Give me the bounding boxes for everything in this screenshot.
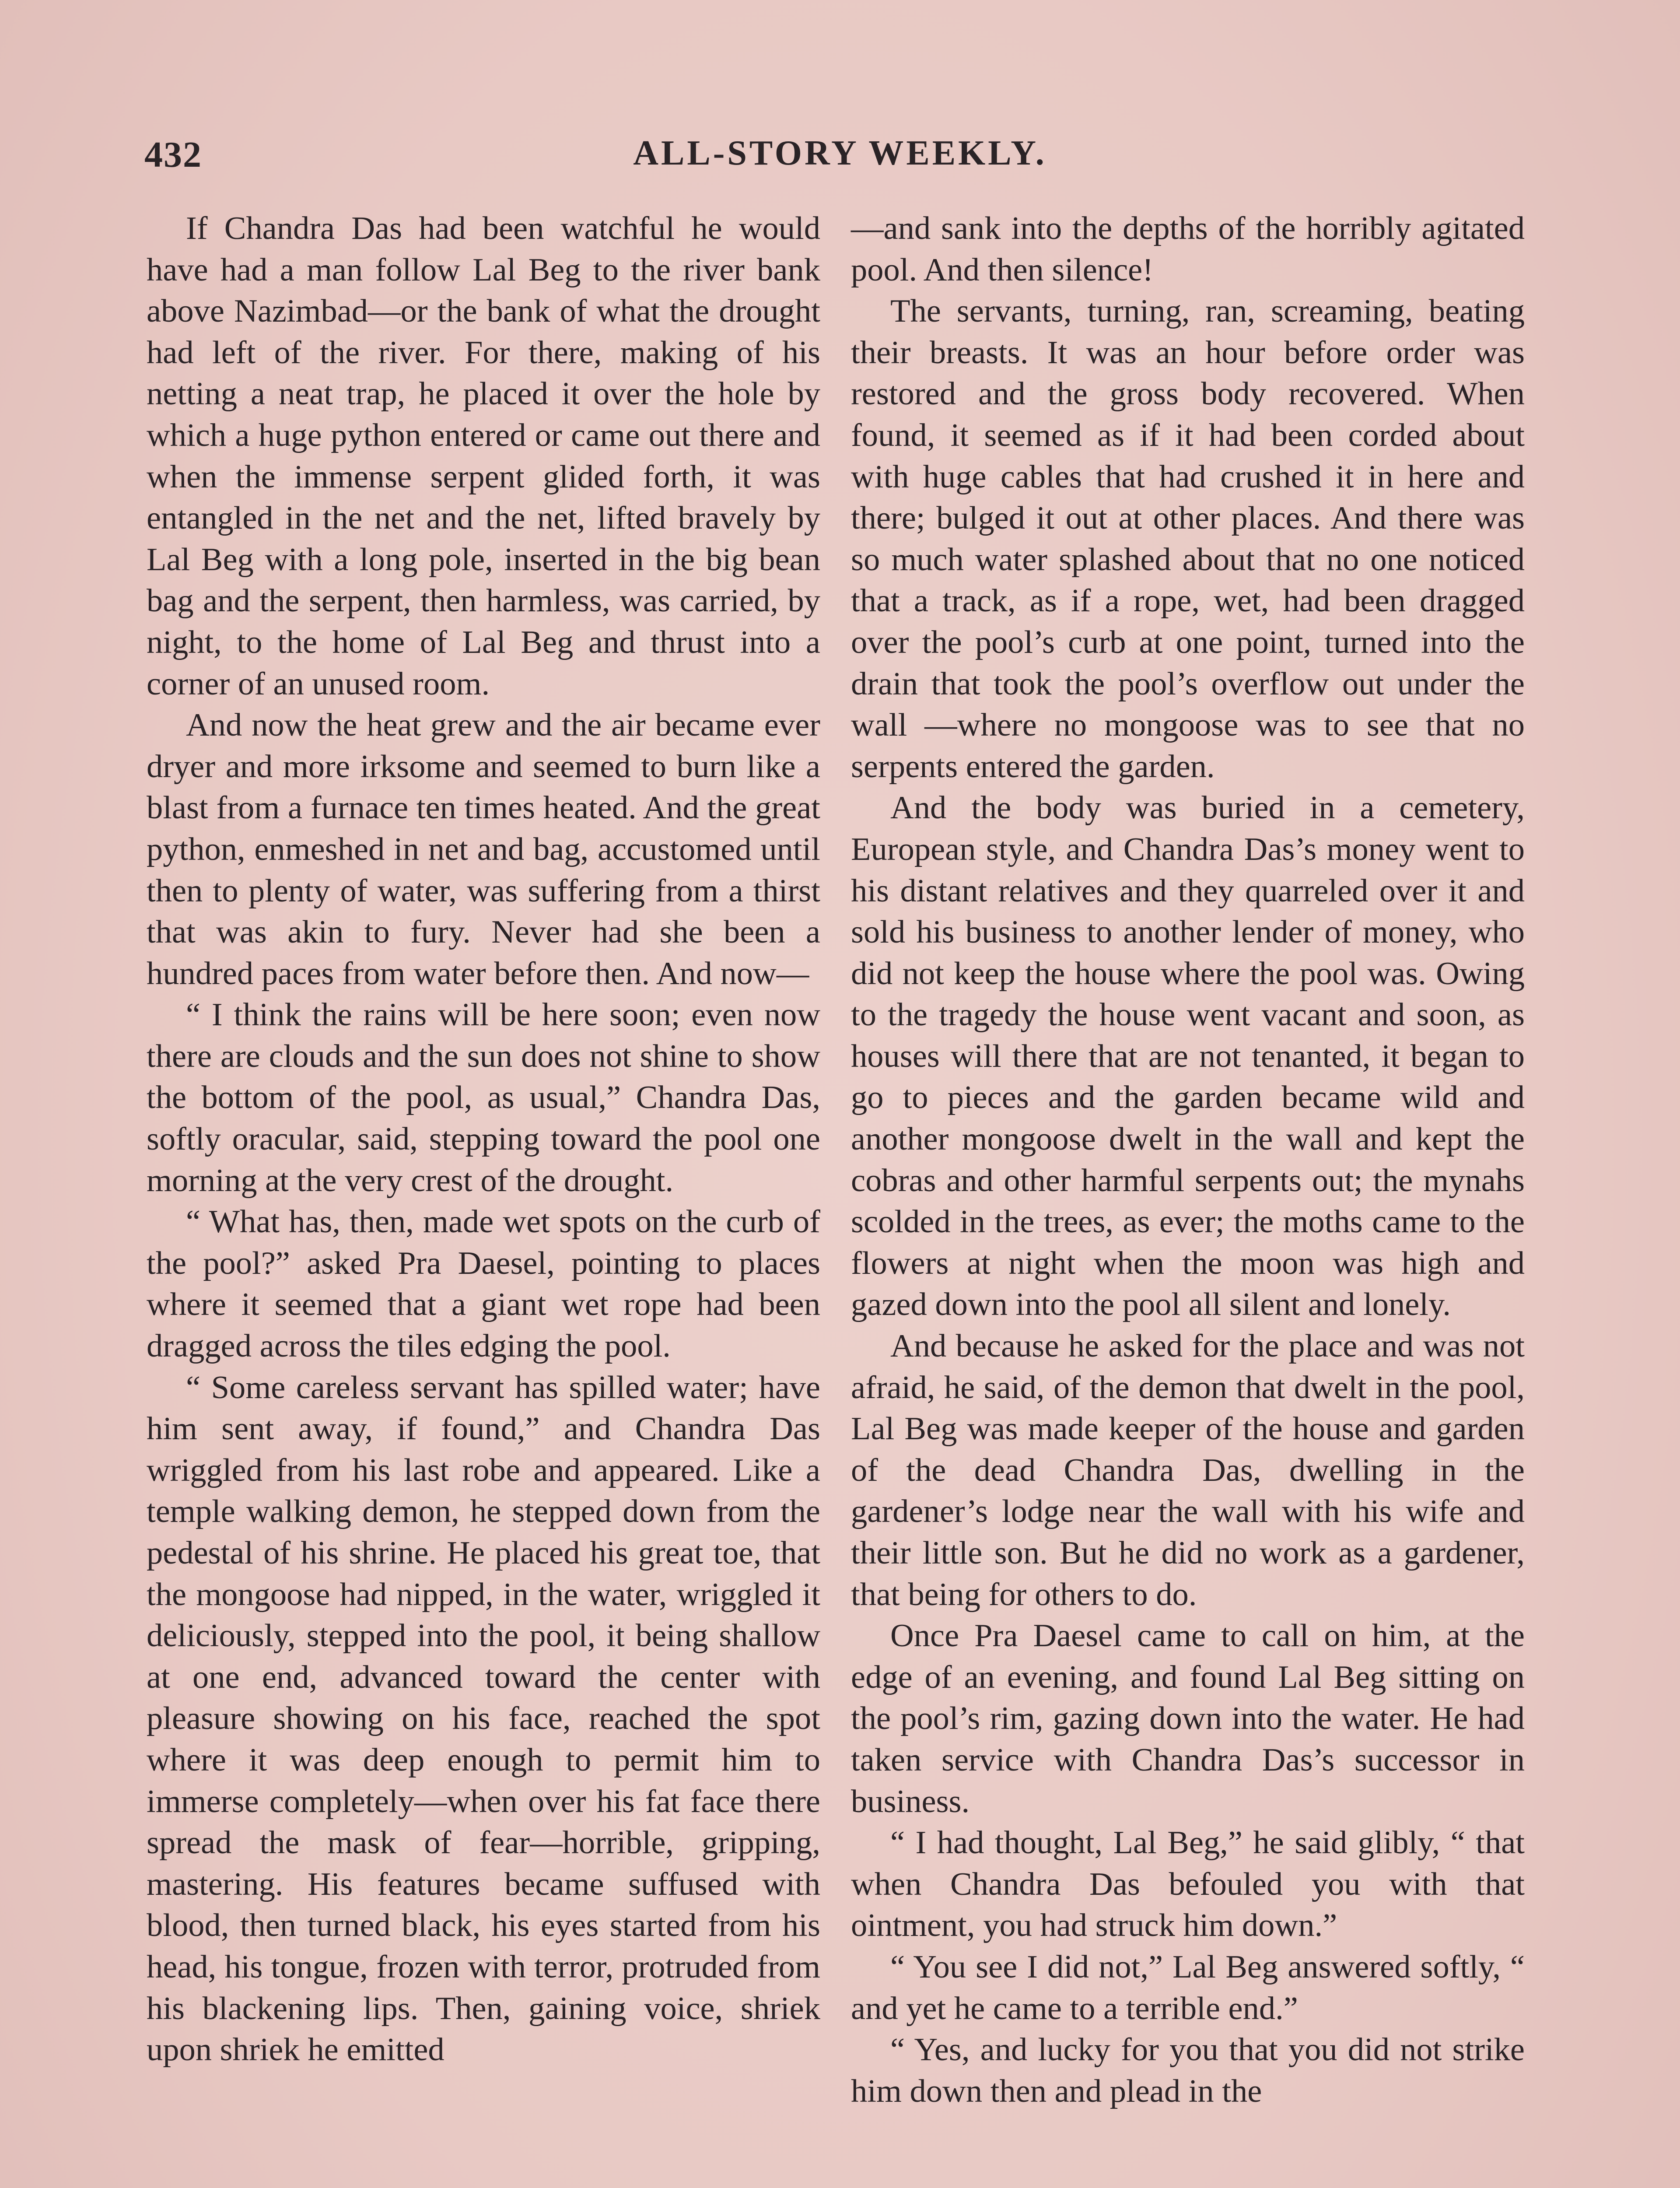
page-header — [144, 133, 1536, 182]
left-column — [147, 208, 820, 2071]
paragraph: “ Yes, and lucky for you that you did not strike him down then and plead in the — [851, 2032, 1525, 2109]
paragraph: And the body was buried in a cemetery, European style, and Chandra Das’s money went to his distant relatives and they quarreled over it and sold his business to another lender of money, who did not keep the house where the pool was. Owing to the tragedy the house went vacant and soon, as houses will there that are not tenanted, it began to go to pieces and the garden became wild and another mongoose dwelt in the wall and kept the cobras and other harmful serpents out; the mynahs scolded in the trees, as ever; the moths came to the flowers at night when the moon was high and gazed down into the pool all silent and lonely. — [851, 790, 1525, 1323]
paragraph-continued: —and sank into the depths of the horribly agitated pool. And then silence! — [851, 210, 1525, 288]
paragraph: “ What has, then, made wet spots on the curb of the pool?” asked Pra Daesel, pointing to places where it seemed that a giant wet rope had been dragged across the tiles edging the pool. — [147, 1204, 820, 1364]
running-title: ALL-STORY WEEKLY. — [633, 134, 1047, 172]
paragraph: “ You see I did not,” Lal Beg answered softly, “ and yet he came to a terrible end.” — [851, 1949, 1525, 2027]
paragraph: The servants, turning, ran, screaming, beating their breasts. It was an hour before order was restored and the gross body recovered. When found, it seemed as if it had been corded about with huge cables that had crushed it in here and there; bulged it out at other places. And there was so much water splashed about that no one noticed that a track, as if a rope, wet, had been dragged over the pool’s curb at one point, turned into the drain that took the pool’s overflow out under the wall —where no mongoose was to see that no serpents entered the garden. — [851, 293, 1525, 785]
right-column — [851, 208, 1525, 2112]
paragraph: Once Pra Daesel came to call on him, at the edge of an evening, and found Lal Beg sitting on the pool’s rim, gazing down into the water. He had taken service with Chandra Das’s successor in business. — [851, 1618, 1525, 1820]
paragraph: And now the heat grew and the air became ever dryer and more irksome and seemed to burn like a blast from a furnace ten times heated. And the great python, enmeshed in net and bag, accustomed until then to plenty of water, was suffering from a thirst that was akin to fury. Never had she been a hundred paces from water before then. And now— — [147, 707, 820, 992]
paragraph: “ Some careless servant has spilled water; have him sent away, if found,” and Chandra Das wriggled from his last robe and appeared. Like a temple walking demon, he stepped down from the pedestal of his shrine. He placed his great toe, that the mongoose had nipped, in the water, wriggled it deliciously, stepped into the pool, it being shallow at one end, advanced toward the center with pleasure showing on his face, reached the spot where it was deep enough to permit him to immerse completely—when over his fat face there spread the mask of fear—horrible, gripping, mastering. His features became suffused with blood, then turned black, his eyes started from his head, his tongue, frozen with terror, protruded from his blackening lips. Then, gaining voice, shriek upon shriek he emitted — [147, 1369, 820, 2068]
paragraph: And because he asked for the place and was not afraid, he said, of the demon that dwelt in the pool, Lal Beg was made keeper of the house and garden of the dead Chandra Das, dwelling in the gardener’s lodge near the wall with his wife and their little son. But he did no work as a gardener, that being for others to do. — [851, 1328, 1525, 1613]
paragraph: “ I think the rains will be here soon; even now there are clouds and the sun does not shine to show the bottom of the pool, as usual,” Chandra Das, softly oracular, said, stepping toward the pool one morning at the very crest of the drought. — [147, 997, 820, 1199]
paragraph: If Chandra Das had been watchful he would have had a man follow Lal Beg to the river bank above Nazimbad—or the bank of what the drought had left of the river. For there, making of his netting a neat trap, he placed it over the hole by which a huge python entered or came out there and when the immense serpent glided forth, it was entangled in the net and the net, lifted bravely by Lal Beg with a long pole, inserted in the big bean bag and the serpent, then harmless, was carried, by night, to the home of Lal Beg and thrust into a corner of an unused room. — [147, 210, 820, 702]
paragraph: “ I had thought, Lal Beg,” he said glibly, “ that when Chandra Das befouled you with that ointment, you had struck him down.” — [851, 1825, 1525, 1944]
page-number: 432 — [144, 134, 202, 175]
